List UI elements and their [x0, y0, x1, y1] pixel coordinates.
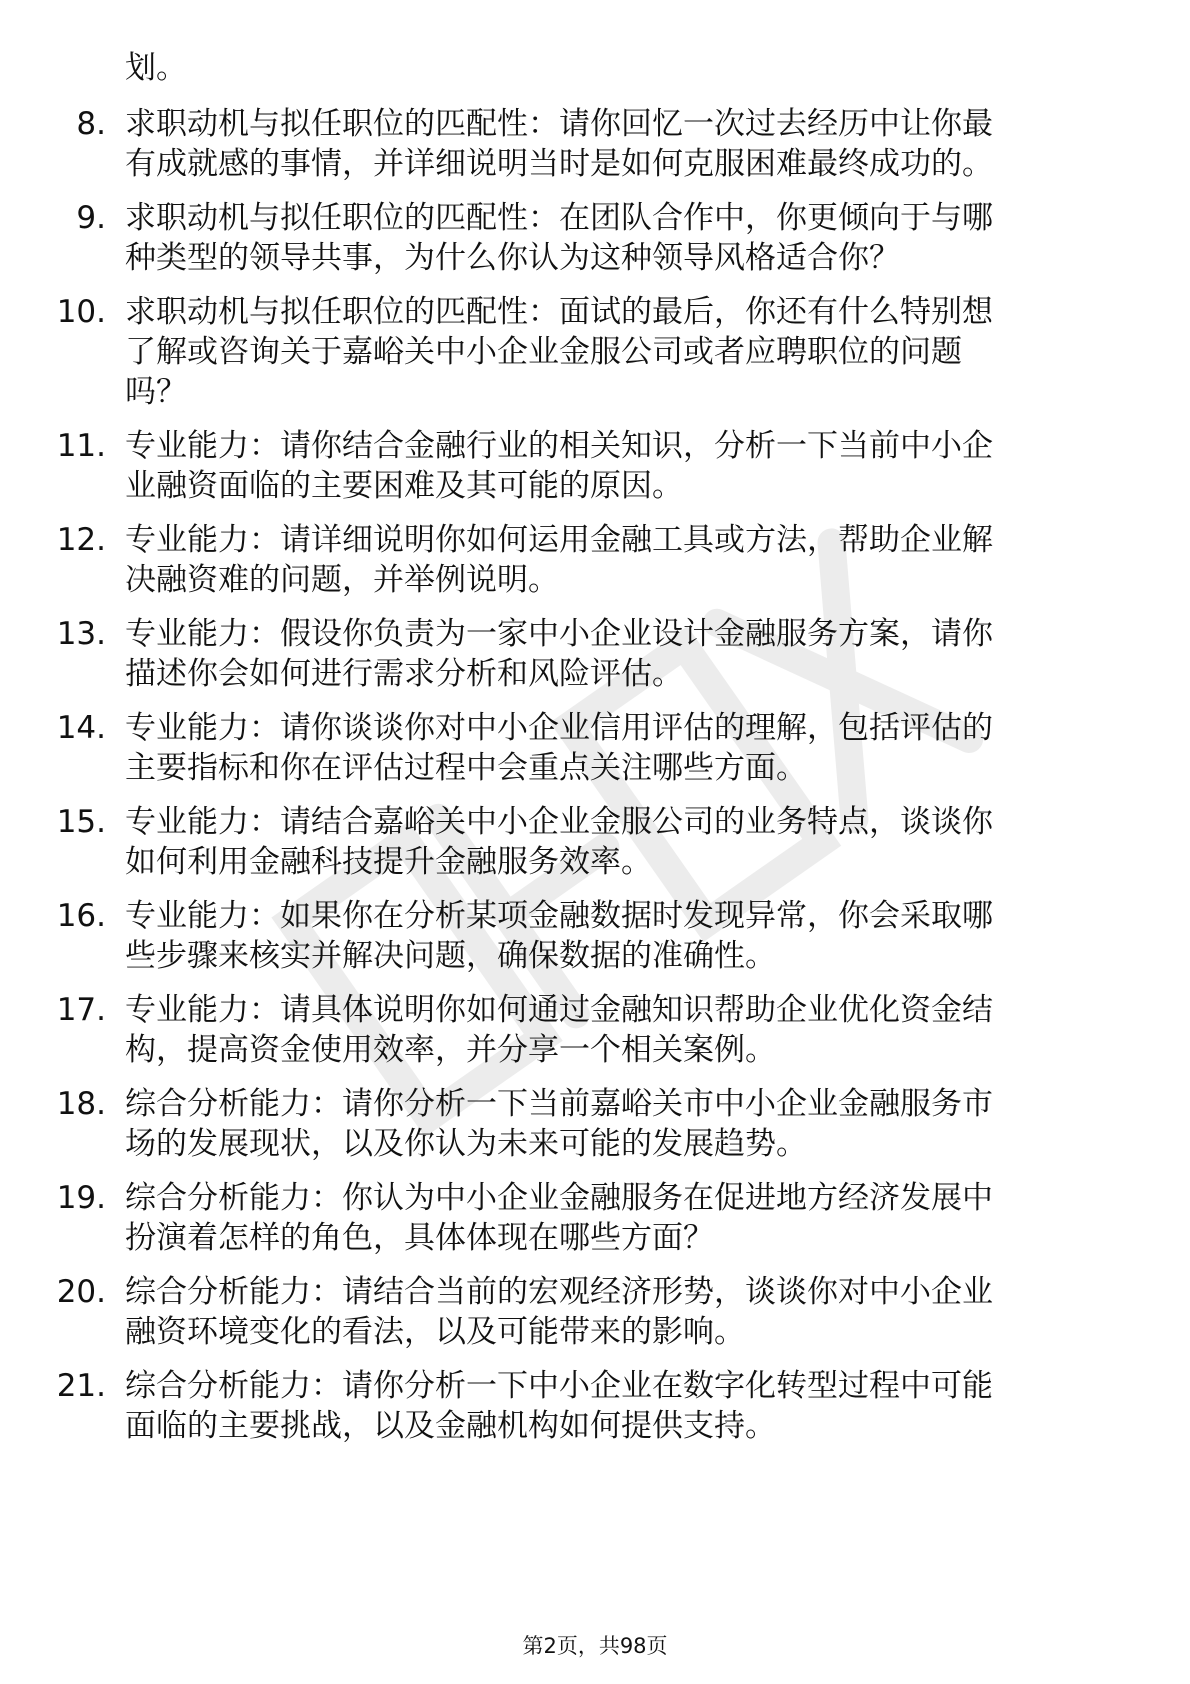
question-number: 18. [56, 1086, 106, 1122]
question-number: 14. [56, 710, 106, 746]
question-number: 12. [56, 522, 106, 558]
question-text-line: 面临的主要挑战，以及金融机构如何提供支持。 [125, 1408, 776, 1444]
question-text-line: 种类型的领导共事，为什么你认为这种领导风格适合你？ [125, 240, 900, 276]
question-text-line: 吗？ [125, 374, 187, 410]
question-number: 8. [76, 106, 106, 142]
question-text-line: 主要指标和你在评估过程中会重点关注哪些方面。 [125, 750, 807, 786]
question-text-line: 专业能力：请具体说明你如何通过金融知识帮助企业优化资金结 [125, 992, 993, 1028]
question-text-line: 如何利用金融科技提升金融服务效率。 [125, 844, 652, 880]
question-number: 21. [56, 1368, 106, 1404]
question-number: 17. [56, 992, 106, 1028]
continued-text: 划。 [125, 50, 187, 86]
question-text-line: 决融资难的问题，并举例说明。 [125, 562, 559, 598]
question-text-line: 综合分析能力：请你分析一下中小企业在数字化转型过程中可能 [125, 1368, 993, 1404]
question-text-line: 综合分析能力：请结合当前的宏观经济形势，谈谈你对中小企业 [125, 1274, 993, 1310]
question-text-line: 融资环境变化的看法，以及可能带来的影响。 [125, 1314, 745, 1350]
question-text-line: 专业能力：假设你负责为一家中小企业设计金融服务方案，请你 [125, 616, 993, 652]
question-text-line: 求职动机与拟任职位的匹配性：面试的最后，你还有什么特别想 [125, 294, 993, 330]
question-number: 9. [76, 200, 106, 236]
question-text-line: 综合分析能力：你认为中小企业金融服务在促进地方经济发展中 [125, 1180, 993, 1216]
question-text-line: 综合分析能力：请你分析一下当前嘉峪关市中小企业金融服务市 [125, 1086, 993, 1122]
question-text-line: 求职动机与拟任职位的匹配性：请你回忆一次过去经历中让你最 [125, 106, 993, 142]
question-number: 19. [56, 1180, 106, 1216]
question-text-line: 了解或咨询关于嘉峪关中小企业金服公司或者应聘职位的问题 [125, 334, 962, 370]
question-text-line: 专业能力：请你结合金融行业的相关知识，分析一下当前中小企 [125, 428, 993, 464]
question-text-line: 构，提高资金使用效率，并分享一个相关案例。 [125, 1032, 776, 1068]
question-text-line: 场的发展现状，以及你认为未来可能的发展趋势。 [125, 1126, 807, 1162]
question-number: 13. [56, 616, 106, 652]
question-number: 15. [56, 804, 106, 840]
question-text-line: 描述你会如何进行需求分析和风险评估。 [125, 656, 683, 692]
question-text-line: 扮演着怎样的角色，具体体现在哪些方面？ [125, 1220, 714, 1256]
question-number: 20. [56, 1274, 106, 1310]
question-number: 10. [56, 294, 106, 330]
question-text-line: 有成就感的事情，并详细说明当时是如何克服困难最终成功的。 [125, 146, 993, 182]
question-number: 16. [56, 898, 106, 934]
question-number: 11. [56, 428, 106, 464]
question-text-line: 专业能力：请详细说明你如何运用金融工具或方法，帮助企业解 [125, 522, 993, 558]
question-text-line: 专业能力：请结合嘉峪关中小企业金服公司的业务特点，谈谈你 [125, 804, 993, 840]
question-text-line: 些步骤来核实并解决问题，确保数据的准确性。 [125, 938, 776, 974]
question-text-line: 业融资面临的主要困难及其可能的原因。 [125, 468, 683, 504]
question-text-line: 专业能力：如果你在分析某项金融数据时发现异常，你会采取哪 [125, 898, 993, 934]
question-text-line: 专业能力：请你谈谈你对中小企业信用评估的理解，包括评估的 [125, 710, 993, 746]
page-footer: 第2页，共98页 [522, 1634, 668, 1658]
question-text-line: 求职动机与拟任职位的匹配性：在团队合作中，你更倾向于与哪 [125, 200, 993, 236]
